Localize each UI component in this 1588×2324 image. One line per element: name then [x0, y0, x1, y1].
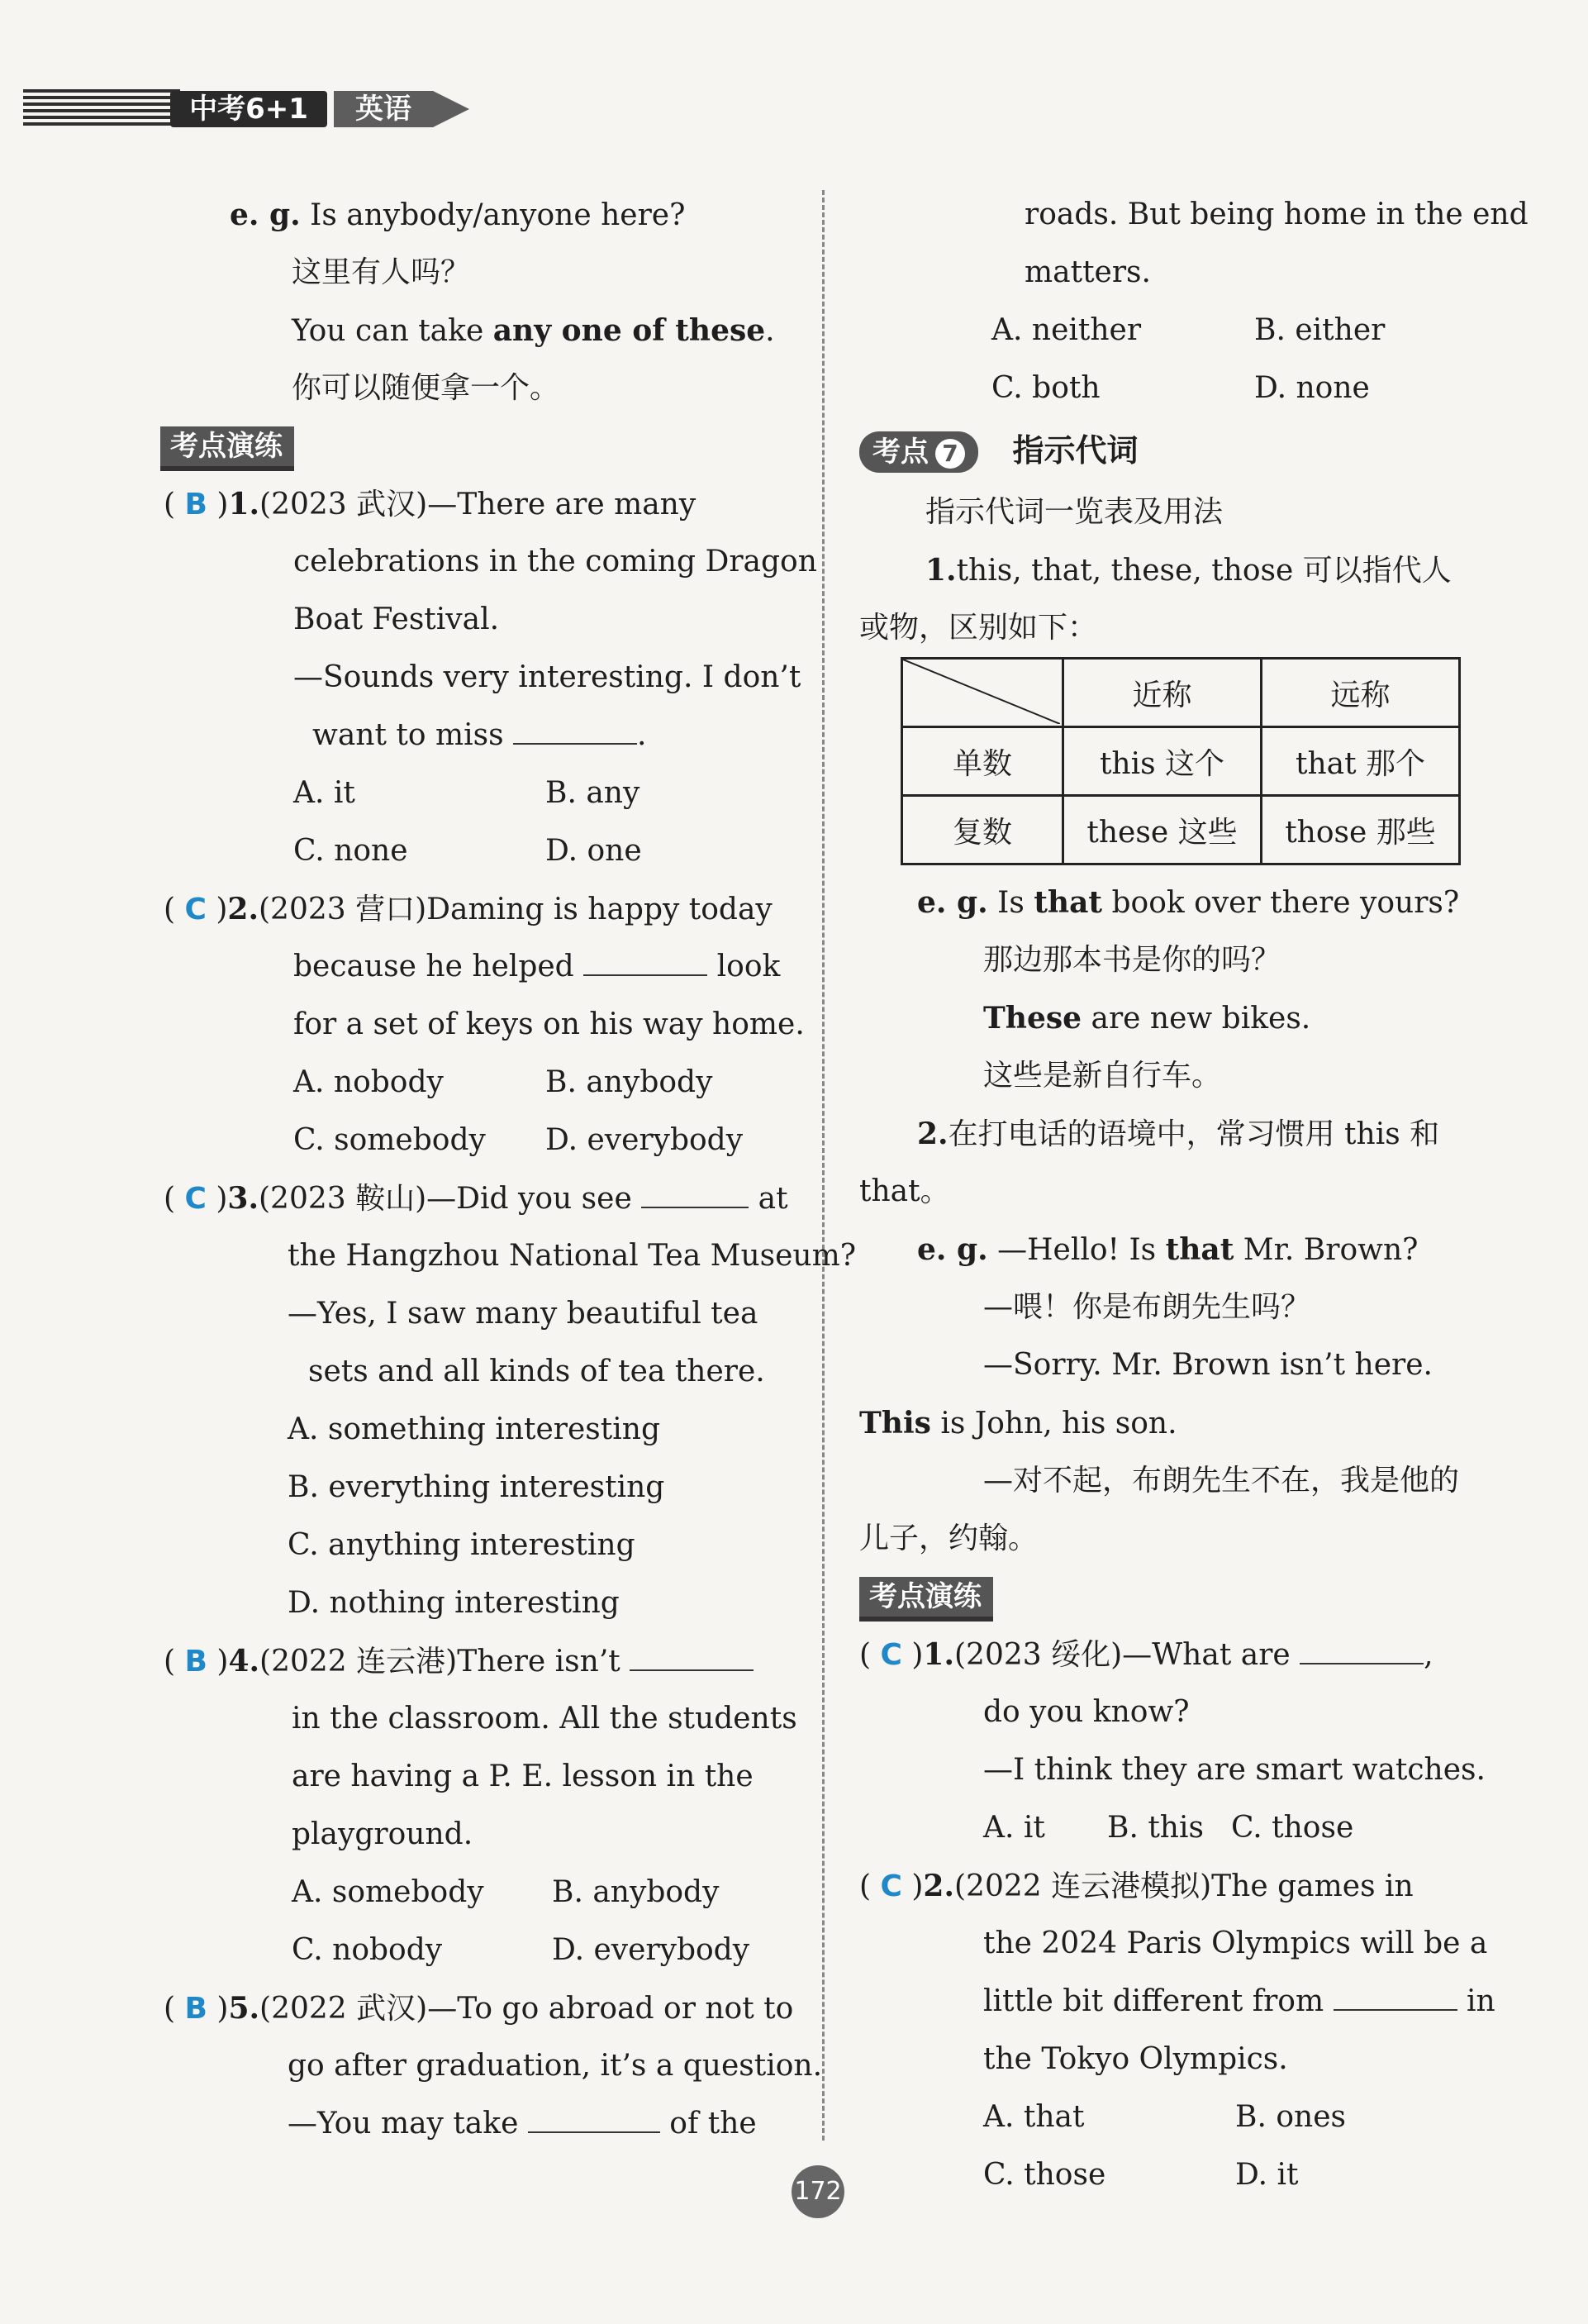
paragraph-text: this, that, these, those 可以指代人 [956, 554, 1452, 588]
options-row [859, 360, 1491, 417]
eg-label: e. g. [917, 885, 988, 920]
paragraph [859, 541, 1491, 599]
option-a: A. it [293, 776, 355, 810]
question-number: 4. [228, 1644, 260, 1679]
options-row [164, 764, 800, 822]
question-text: are having a P. E. lesson in the [292, 1760, 754, 1793]
example-line [859, 989, 1491, 1047]
eg-label: e. g. [917, 1232, 988, 1267]
question-text: The games in [1211, 1869, 1414, 1903]
option-b: B. anybody [545, 1065, 713, 1099]
example-translation: 这些是新自行车。 [983, 1059, 1222, 1093]
example-translation: —对不起，布朗先生不在，我是他的 [983, 1464, 1460, 1498]
sub-heading: 指示代词一览表及用法 [925, 495, 1224, 529]
options-row [859, 2088, 1491, 2146]
question-number: 2. [923, 1869, 955, 1903]
question-text: at [758, 1182, 788, 1216]
option-c: C. none [293, 834, 408, 868]
option-d: D. one [545, 834, 642, 868]
demonstrative-table [901, 657, 1461, 865]
answer-mark: C [184, 893, 207, 926]
question-text: —Did you see [426, 1182, 632, 1216]
paragraph-text: 或物，区别如下： [859, 611, 1098, 645]
option-c: C. both [991, 371, 1101, 405]
example-text: Is anybody/anyone here? [310, 198, 686, 232]
practice-heading [859, 1568, 1491, 1626]
option-d: D. none [1254, 371, 1370, 405]
option-b: B. everything interesting [288, 1470, 665, 1504]
practice-heading [160, 417, 800, 475]
option-b: B. this [1107, 1811, 1204, 1845]
question-text: the 2024 Paris Olympics will be a [983, 1926, 1488, 1960]
table-cell: this 这个 [1063, 727, 1262, 796]
example-text: Is [997, 886, 1034, 920]
question-text: of the [669, 2107, 757, 2141]
options-row [164, 1112, 800, 1169]
header-decoration [23, 89, 180, 129]
question-text: Daming is happy today [426, 893, 773, 926]
question-number: 2. [227, 892, 259, 926]
option-c: C. anything interesting [288, 1528, 635, 1562]
options-row [164, 1922, 800, 1979]
option-c: C. nobody [292, 1933, 443, 1967]
option-c: C. those [1231, 1811, 1354, 1845]
question-source: (2022 武汉) [259, 1992, 428, 2026]
answer-blank [583, 941, 707, 976]
question-text: —Yes, I saw many beautiful tea [288, 1297, 758, 1331]
example-bold: that [1034, 885, 1103, 920]
question-text-line [164, 938, 800, 996]
table-header-far: 远称 [1262, 659, 1460, 727]
question-text: look [716, 950, 781, 983]
right-column [859, 186, 1529, 2204]
answer-blank [1300, 1630, 1424, 1664]
question-text: playground. [292, 1817, 473, 1851]
practice-tag: 考点演练 [160, 426, 294, 471]
table-row-label: 单数 [902, 727, 1063, 796]
question-number: 1. [923, 1637, 955, 1672]
point-number: 2. [917, 1117, 949, 1151]
question-stem: ( C )2.(2022 连云港模拟)The games in [859, 1869, 1414, 1903]
option-d: D. it [1235, 2158, 1299, 2192]
left-column [164, 186, 857, 2153]
practice-tag: 考点演练 [859, 1577, 993, 1622]
question-stem: ( B )5.(2022 武汉)—To go abroad or not to [164, 1991, 794, 2026]
example-bold: that [1165, 1232, 1234, 1267]
option-d: D. everybody [552, 1933, 750, 1967]
answer-mark: B [184, 1645, 207, 1679]
example-text: —Sorry. Mr. Brown isn’t here. [983, 1348, 1433, 1382]
answer-mark: C [880, 1869, 902, 1903]
question-text: —To go abroad or not to [427, 1992, 794, 2026]
question-text: Boat Festival. [293, 602, 500, 636]
book-title: 中考6+1 [170, 91, 327, 127]
answer-mark: C [184, 1182, 207, 1216]
paragraph [859, 1105, 1491, 1163]
question-text: little bit different from [983, 1984, 1324, 2018]
example-bold: any one of these [492, 313, 766, 348]
table-header-near: 近称 [1063, 659, 1262, 727]
options-row [164, 1864, 800, 1922]
question-text: sets and all kinds of tea there. [308, 1355, 765, 1388]
example-translation: 你可以随便拿一个。 [292, 371, 560, 405]
example-line [859, 1221, 1491, 1279]
question-source: (2023 营口) [259, 893, 427, 926]
option-d: D. everybody [545, 1123, 744, 1157]
question-number: 1. [228, 487, 260, 521]
options-row [859, 2146, 1491, 2204]
question-1 [164, 475, 817, 880]
example-line [859, 874, 1491, 931]
question-r1 [859, 1626, 1491, 1857]
options-row [859, 1799, 1491, 1857]
question-text: —I think they are smart watches. [983, 1753, 1486, 1787]
table-cell: that 那个 [1262, 727, 1460, 796]
answer-blank [630, 1636, 754, 1671]
question-text: —What are [1122, 1638, 1291, 1672]
question-source: (2022 连云港模拟) [954, 1869, 1212, 1903]
question-text: matters. [1025, 255, 1151, 289]
question-stem: ( B )4.(2022 连云港)There isn’t [164, 1632, 800, 1690]
question-number: 3. [227, 1181, 259, 1216]
example-translation: 那边那本书是你的吗？ [983, 943, 1281, 977]
question-source: (2022 连云港) [259, 1645, 458, 1679]
subject-label: 英语 [334, 91, 433, 127]
table-cell: those 那些 [1262, 796, 1460, 864]
question-text: . [637, 718, 647, 752]
answer-mark: B [184, 1992, 207, 2026]
question-text: go after graduation, it’s a question. [288, 2049, 823, 2083]
question-4 [164, 1632, 800, 1979]
question-5 [164, 1979, 823, 2153]
option-d: D. nothing interesting [288, 1586, 620, 1620]
question-text: celebrations in the coming Dragon [293, 545, 817, 579]
eg-label: e. g. [230, 198, 301, 232]
question-2 [164, 880, 805, 1169]
example-text: You can take [292, 314, 493, 348]
option-b: B. ones [1235, 2100, 1346, 2134]
option-b: B. anybody [552, 1875, 720, 1909]
example-line [164, 302, 800, 360]
question-text: for a set of keys on his way home. [293, 1007, 805, 1041]
option-a: A. that [983, 2100, 1085, 2134]
question-text-line [859, 1973, 1495, 2031]
question-text: roads. But being home in the end [1025, 198, 1529, 231]
question-stem: ( C )2.(2023 营口)Daming is happy today [164, 892, 773, 926]
subject-label-arrow [433, 91, 469, 127]
answer-blank [641, 1174, 749, 1208]
paragraph-text: that。 [859, 1174, 950, 1208]
question-text: —You may take [288, 2107, 519, 2141]
question-text-line [164, 707, 800, 764]
answer-blank [513, 710, 637, 745]
option-b: B. either [1254, 313, 1386, 347]
example-translation: —喂！你是布朗先生吗？ [983, 1290, 1311, 1324]
example-line [230, 186, 800, 244]
page-number: 172 [792, 2165, 844, 2218]
options-row [859, 302, 1491, 360]
question-text: in the classroom. All the students [292, 1702, 797, 1736]
example-text: . [765, 314, 775, 348]
example-line [859, 1394, 1491, 1452]
topic-title: 指示代词 [1012, 432, 1139, 469]
topic-badge [859, 431, 978, 473]
option-a: A. something interesting [288, 1412, 660, 1446]
option-c: C. somebody [293, 1123, 486, 1157]
answer-mark: B [184, 488, 207, 521]
topic-label: 考点 [872, 436, 929, 469]
question-stem: ( C )3.(2023 鞍山)—Did you see at [164, 1169, 800, 1227]
option-a: A. neither [991, 313, 1142, 347]
question-text: want to miss [312, 718, 504, 752]
example-text: is John, his son. [930, 1407, 1177, 1441]
point-number: 1. [925, 553, 957, 588]
option-c: C. those [983, 2158, 1106, 2192]
option-b: B. any [545, 776, 640, 810]
option-a: A. it [983, 1811, 1045, 1845]
example-translation: 儿子，约翰。 [859, 1522, 1039, 1555]
options-row [164, 822, 800, 880]
question-text: do you know? [983, 1695, 1190, 1729]
question-text: , [1424, 1638, 1433, 1672]
question-source: (2023 绥化) [954, 1638, 1123, 1672]
column-divider [822, 190, 825, 2141]
question-number: 5. [228, 1991, 260, 2026]
answer-mark: C [880, 1638, 902, 1672]
example-translation: 这里有人吗？ [292, 255, 471, 289]
answer-blank [1334, 1976, 1457, 2011]
example-text: —Hello! Is [997, 1233, 1166, 1267]
table-corner-cell [902, 659, 1063, 727]
example-text: book over there yours? [1102, 886, 1460, 920]
option-a: A. nobody [293, 1065, 444, 1099]
diagonal-line [903, 660, 1060, 724]
question-text: —Sounds very interesting. I don’t [293, 660, 801, 694]
topic-number: 7 [935, 439, 965, 469]
question-text: —There are many [427, 488, 697, 521]
options-row [164, 1054, 800, 1112]
question-source: (2023 武汉) [259, 488, 428, 521]
question-stem: ( B )1.(2023 武汉)—There are many [164, 487, 697, 521]
question-text: the Tokyo Olympics. [983, 2042, 1288, 2076]
question-text: the Hangzhou National Tea Museum? [288, 1239, 857, 1273]
question-text: because he helped [293, 950, 574, 983]
question-3 [164, 1169, 857, 1632]
example-text: are new bikes. [1082, 1002, 1311, 1036]
table-row-label: 复数 [902, 796, 1063, 864]
answer-blank [528, 2098, 660, 2133]
option-a: A. somebody [292, 1875, 484, 1909]
question-r2 [859, 1857, 1495, 2204]
question-text-line [164, 2095, 800, 2153]
example-bold: These [983, 1001, 1082, 1036]
table-cell: these 这些 [1063, 796, 1262, 864]
topic-heading [859, 417, 1491, 483]
paragraph-text: 在打电话的语境中，常习惯用 this 和 [948, 1117, 1440, 1151]
example-bold: This [859, 1406, 931, 1441]
question-text: in [1467, 1984, 1495, 2018]
question-text: There isn’t [457, 1645, 620, 1679]
question-source: (2023 鞍山) [259, 1182, 427, 1216]
example-text: Mr. Brown? [1234, 1233, 1419, 1267]
question-stem: ( C )1.(2023 绥化)—What are , [859, 1626, 1491, 1683]
